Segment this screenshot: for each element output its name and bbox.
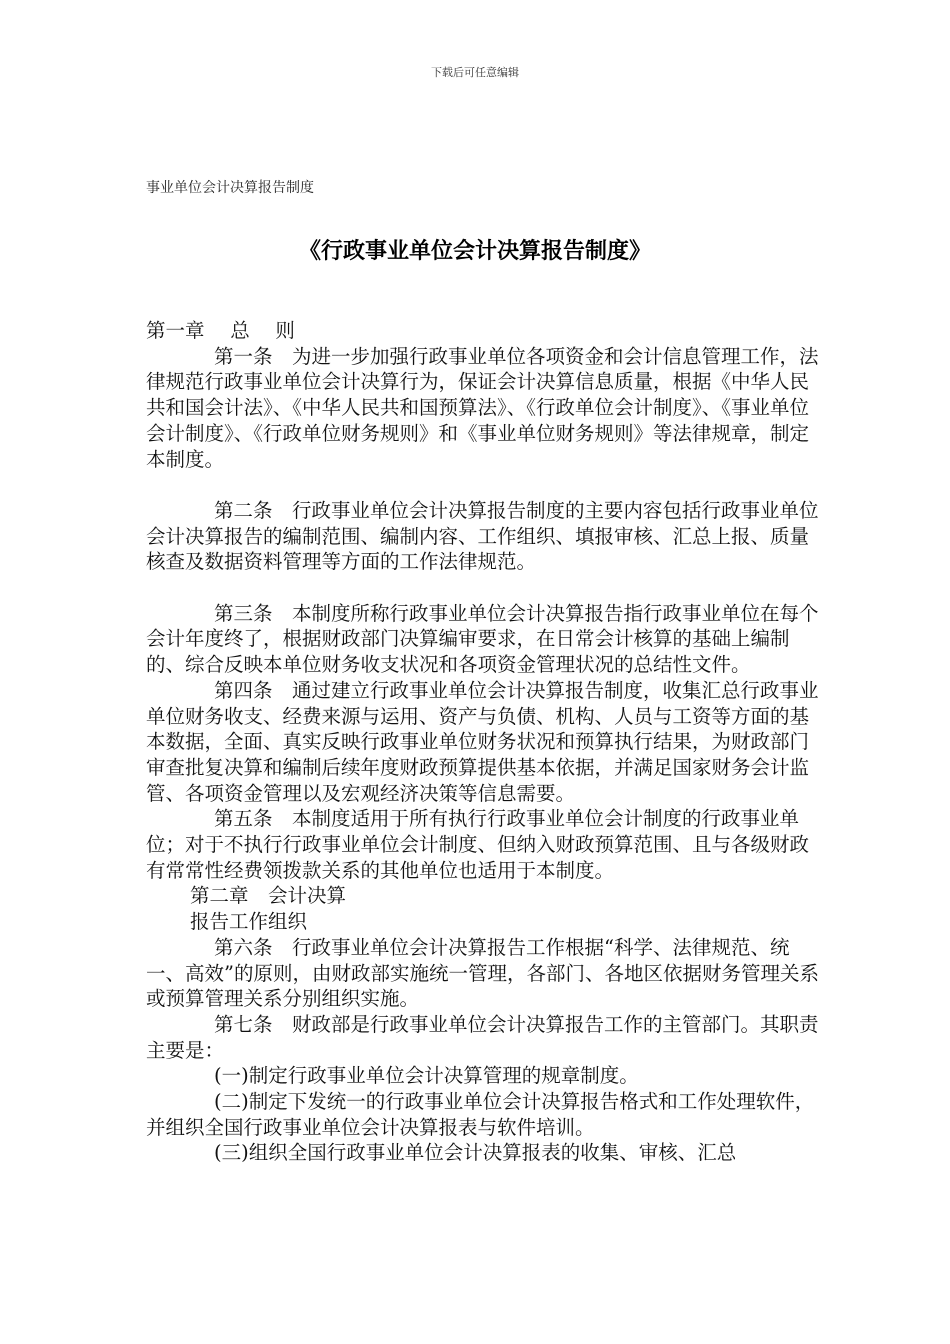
article-7-item-1: (一)制定行政事业单位会计决算管理的规章制度。 <box>214 1064 639 1088</box>
chapter-2-heading: 第二章 会计决算 <box>190 884 347 908</box>
article-3: 第三条 本制度所称行政事业单位会计决算报告指行政事业单位在每个会计年度终了，根据财政部门决算编审要求，在日常会计核算的基础上编制的、综合反映本单位财务收支状况和各项资金管理状况的总结性文件。 <box>146 601 819 677</box>
paragraph-gap <box>146 472 826 498</box>
article-4: 第四条 通过建立行政事业单位会计决算报告制度，收集汇总行政事业单位财务收支、经费来源与运用、资产与负债、机构、人员与工资等方面的基本数据，全面、真实反映行政事业单位财务状况和预算执行结果，为财政部门审查批复决算和编制后续年度财政预算提供基本依据，并满足国家财务会计监管、各项资金管理以及宏观经济决策等信息需要。 <box>146 678 819 805</box>
article-1: 第一条 为进一步加强行政事业单位各项资金和会计信息管理工作，法律规范行政事业单位会计决算行为，保证会计决算信息质量，根据《中华人民共和国会计法》、《中华人民共和国预算法》、《行政单位会计制度》、《事业单位会计制度》、《行政单位财务规则》和《事业单位财务规则》等法律规章，制定本制度。 <box>146 344 819 471</box>
paragraph-gap <box>146 575 826 601</box>
article-7-item-2: (二)制定下发统一的行政事业单位会计决算报告格式和工作处理软件，并组织全国行政事业单位会计决算报表与软件培训。 <box>146 1090 815 1139</box>
chapter-1-heading: 第一章 总 则 <box>146 319 295 342</box>
article-2: 第二条 行政事业单位会计决算报告制度的主要内容包括行政事业单位会计决算报告的编制范围、编制内容、工作组织、填报审核、汇总上报、质量核查及数据资料管理等方面的工作法律规范。 <box>146 498 819 574</box>
header-note: 下载后可任意编辑 <box>431 66 519 79</box>
chapter-2-subheading: 报告工作组织 <box>190 910 308 934</box>
document-label: 事业单位会计决算报告制度 <box>146 180 314 196</box>
article-6: 第六条 行政事业单位会计决算报告工作根据“科学、法律规范、统一、高效”的原则，由财政部实施统一管理，各部门、各地区依据财务管理关系或预算管理关系分别组织实施。 <box>146 935 819 1011</box>
article-7: 第七条 财政部是行政事业单位会计决算报告工作的主管部门。其职责主要是： <box>146 1012 819 1062</box>
article-7-item-3: (三)组织全国行政事业单位会计决算报表的收集、审核、汇总 <box>214 1141 737 1165</box>
document-title: 《行政事业单位会计决算报告制度》 <box>298 239 651 264</box>
document-body <box>146 318 826 1166</box>
article-5: 第五条 本制度适用于所有执行行政事业单位会计制度的行政事业单位；对于不执行行政事业单位会计制度、但纳入财政预算范围、且与各级财政有常常性经费领拨款关系的其他单位也适用于本制度。 <box>146 807 810 882</box>
